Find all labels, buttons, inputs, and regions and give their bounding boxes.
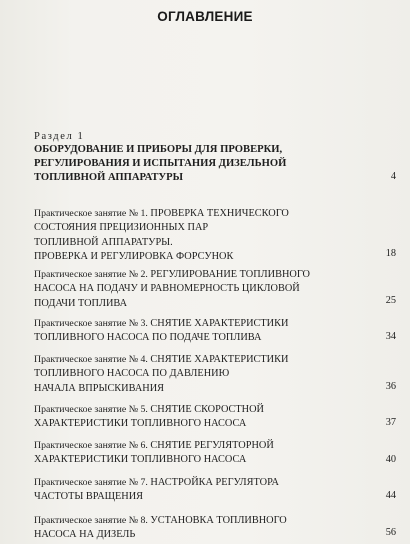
toc-entry-2 (34, 268, 334, 311)
toc-entry-text: НАСТРОЙКА РЕГУЛЯТОРА ЧАСТОТЫ ВРАЩЕНИЯ (34, 477, 279, 503)
section-page-number: 4 (390, 171, 396, 182)
toc-entry-7-page: 44 (385, 490, 396, 501)
toc-entry-4 (34, 353, 334, 396)
toc-entry-prefix: Практическое занятие № 6. (34, 440, 148, 451)
toc-entry-5-page: 37 (385, 417, 396, 428)
toc-entry-1-page: 18 (385, 248, 396, 259)
section-title: ОБОРУДОВАНИЕ И ПРИБОРЫ ДЛЯ ПРОВЕРКИ, РЕГУЛИРОВАНИЯ И ИСПЫТАНИЯ ДИЗЕЛЬНОЙ ТОПЛИВНОЙ АППАРАТУРЫ (34, 144, 287, 183)
toc-entry-5 (34, 403, 334, 432)
toc-entry-3 (34, 317, 334, 346)
toc-entry-6-page: 40 (385, 454, 396, 465)
toc-entry-1 (34, 207, 334, 264)
toc-entry-6 (34, 439, 334, 468)
toc-entry-prefix: Практическое занятие № 4. (34, 354, 148, 365)
section-label: Раздел 1 (34, 131, 85, 142)
toc-entry-prefix: Практическое занятие № 8. (34, 515, 148, 526)
toc-entry-text: ПРОВЕРКА ТЕХНИЧЕСКОГО СОСТОЯНИЯ ПРЕЦИЗИОННЫХ ПАР ТОПЛИВНОЙ АППАРАТУРЫ. ПРОВЕРКА И РЕГУЛИРОВКА ФОРСУНОК (34, 208, 289, 262)
page-title: ОГЛАВЛЕНИЕ (157, 9, 253, 24)
toc-entry-prefix: Практическое занятие № 1. (34, 208, 148, 219)
toc-entry-prefix: Практическое занятие № 3. (34, 318, 148, 329)
toc-entry-text: СНЯТИЕ ХАРАКТЕРИСТИКИ ТОПЛИВНОГО НАСОСА ПО ПОДАЧЕ ТОПЛИВА (34, 318, 289, 344)
toc-entry-text: РЕГУЛИРОВАНИЕ ТОПЛИВНОГО НАСОСА НА ПОДАЧУ И РАВНОМЕРНОСТЬ ЦИКЛОВОЙ ПОДАЧИ ТОПЛИВА (34, 269, 310, 309)
toc-entry-8 (34, 514, 334, 543)
toc-entry-prefix: Практическое занятие № 7. (34, 477, 148, 488)
toc-entry-text: СНЯТИЕ ХАРАКТЕРИСТИКИ ТОПЛИВНОГО НАСОСА ПО ДАВЛЕНИЮ НАЧАЛА ВПРЫСКИВАНИЯ (34, 354, 289, 394)
toc-entry-prefix: Практическое занятие № 2. (34, 269, 148, 280)
toc-entry-text: СНЯТИЕ СКОРОСТНОЙ ХАРАКТЕРИСТИКИ ТОПЛИВНОГО НАСОСА (34, 404, 264, 430)
toc-entry-8-page: 56 (385, 527, 396, 538)
toc-entry-text: УСТАНОВКА ТОПЛИВНОГО НАСОСА НА ДИЗЕЛЬ (34, 515, 287, 541)
toc-entry-prefix: Практическое занятие № 5. (34, 404, 148, 415)
toc-entry-7 (34, 476, 334, 505)
toc-entry-text: СНЯТИЕ РЕГУЛЯТОРНОЙ ХАРАКТЕРИСТИКИ ТОПЛИВНОГО НАСОСА (34, 440, 274, 466)
toc-entry-3-page: 34 (385, 331, 396, 342)
toc-entry-4-page: 36 (385, 381, 396, 392)
toc-entry-2-page: 25 (385, 295, 396, 306)
